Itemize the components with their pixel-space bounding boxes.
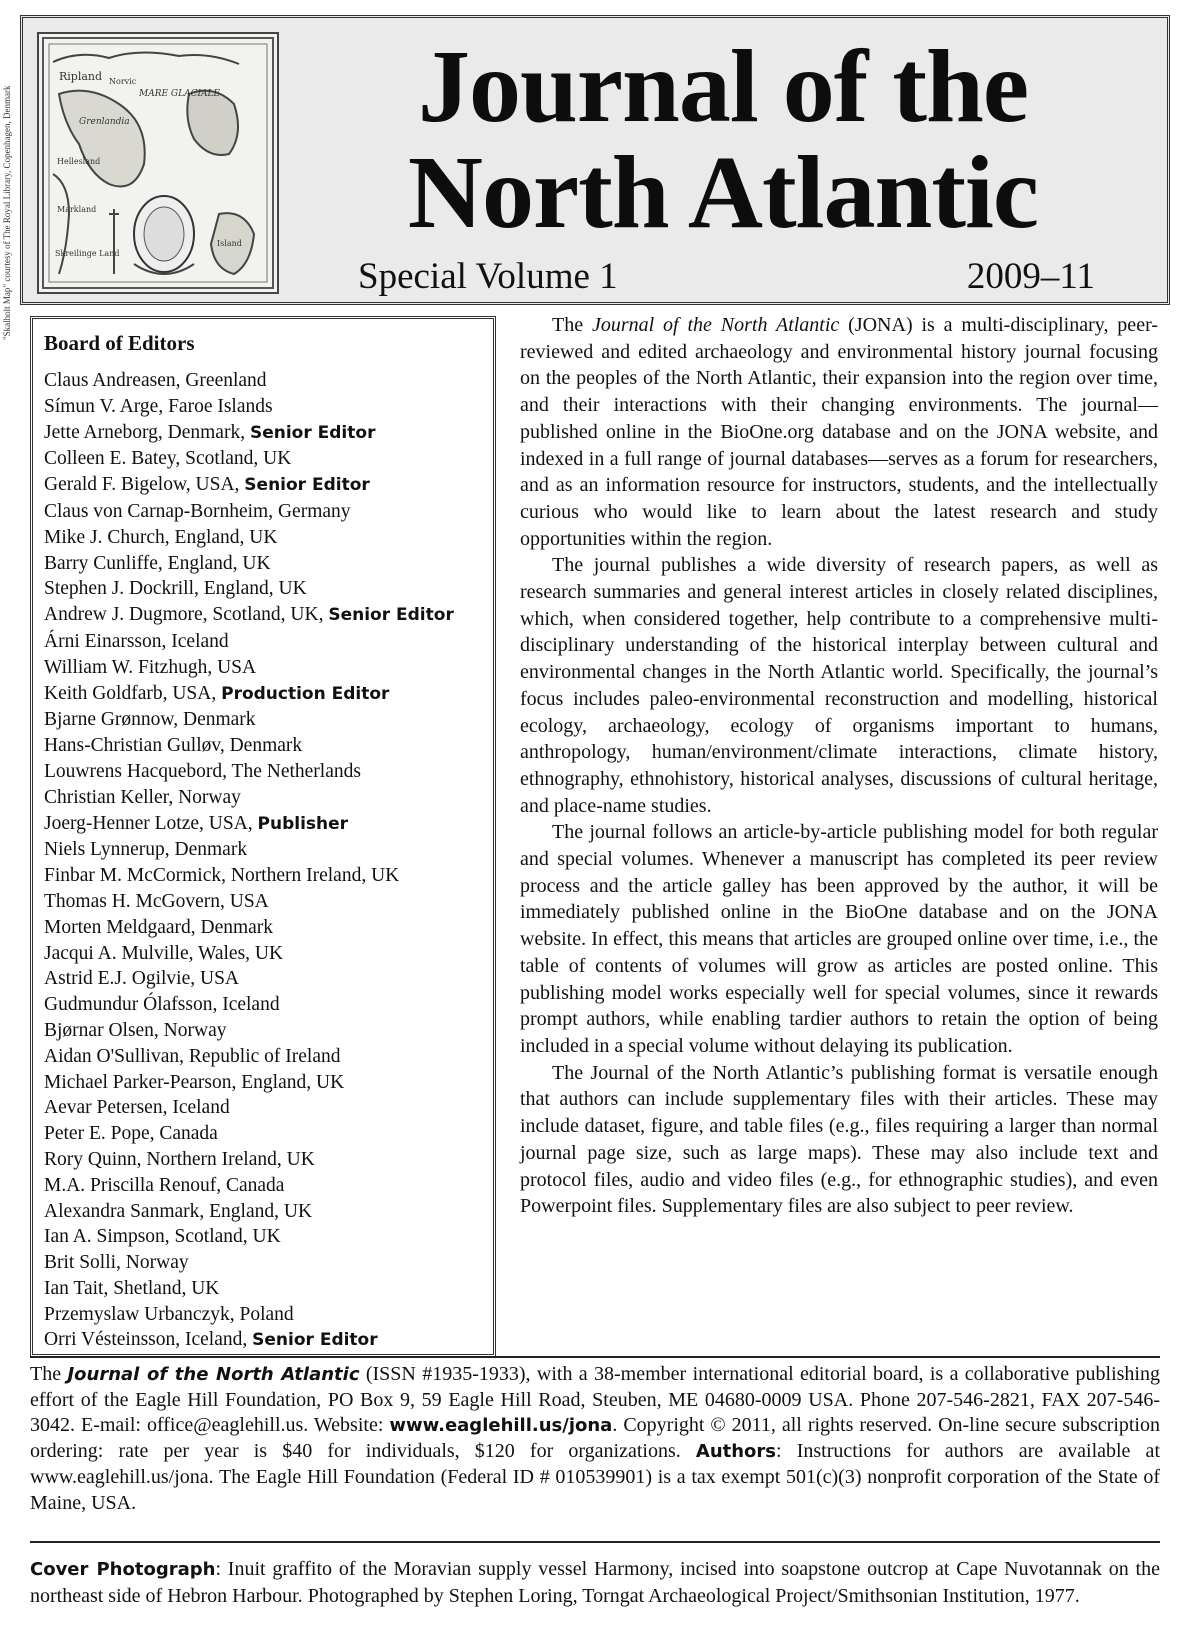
editor-item bbox=[44, 420, 493, 447]
map-label: MARE GLACIALE bbox=[139, 89, 221, 99]
editor-item bbox=[44, 1070, 493, 1096]
editor-name: Andrew J. Dugmore, Scotland, UK, bbox=[44, 604, 329, 626]
map-label: Markland bbox=[57, 205, 97, 214]
editor-name: Stephen J. Dockrill, England, UK bbox=[44, 578, 307, 600]
editor-item bbox=[44, 1018, 493, 1044]
editor-item bbox=[44, 499, 493, 525]
intro-paragraph-3: The journal follows an article-by-article publishing model for both regular and special volumes. Whenever a manuscript has completed its peer review process and the article galley has been approved by the author, it will be immediately published online in the BioOne database and on the JONA website. In effect, this means that articles are grouped online over time, i.e., the table of contents of volumes will grow as articles are posted online. This publishing model works especially well for special volumes, since it rewards prompt authors, while enabling tardier authors to retain the option of being included in a special volume without delaying its publication. bbox=[520, 821, 1158, 1057]
editor-role: Publisher bbox=[257, 813, 349, 834]
authors-label: Authors bbox=[695, 1441, 777, 1463]
board-of-editors bbox=[30, 316, 496, 1357]
editor-name: Jacqui A. Mulville, Wales, UK bbox=[44, 942, 284, 964]
text-run: . Copyright © 2011, all rights reserved. On-line secure subscription ordering: rate per year is $40 for individuals, $120 for organizations. bbox=[30, 1414, 1160, 1463]
volume-year: 2009–11 bbox=[966, 256, 1095, 297]
editor-name: Niels Lynnerup, Denmark bbox=[44, 839, 248, 861]
editor-role: Production Editor bbox=[221, 683, 390, 704]
editor-role: Senior Editor bbox=[328, 605, 454, 626]
editor-role: Senior Editor bbox=[249, 422, 376, 443]
editors-heading: Board of Editors bbox=[44, 331, 195, 355]
editor-name: Brit Solli, Norway bbox=[44, 1252, 189, 1274]
editor-list bbox=[44, 368, 493, 1354]
editor-item bbox=[44, 1147, 493, 1173]
volume-label: Special Volume 1 bbox=[358, 256, 618, 297]
editor-name: Louwrens Hacquebord, The Netherlands bbox=[44, 760, 361, 782]
editor-name: Joerg-Henner Lotze, USA, bbox=[44, 812, 258, 834]
journal-name: Journal of the North Atlantic bbox=[67, 1364, 360, 1385]
editor-name: Orri Vésteinsson, Iceland, bbox=[44, 1329, 253, 1351]
divider bbox=[30, 1541, 1160, 1543]
map-label: Grenlandia bbox=[79, 117, 130, 127]
map-credit: "Skalholt Map" courtesy of The Royal Library, Copenhagen, Denmark bbox=[2, 85, 12, 340]
intro-paragraph-1 bbox=[520, 312, 1158, 552]
editor-item bbox=[44, 576, 493, 602]
map-drawing bbox=[39, 34, 277, 292]
editor-name: Keith Goldfarb, USA, bbox=[44, 682, 222, 704]
editor-item bbox=[44, 889, 493, 915]
editor-item bbox=[44, 1199, 493, 1225]
map-label: Ripland bbox=[59, 70, 103, 83]
intro-paragraph-2: The journal publishes a wide diversity of research papers, as well as research summaries and general interest articles in closely related disciplines, which, when considered together, help contribute to a comprehensive multi-disciplinary understanding of the historical interplay between cultural and environmental changes in the North Atlantic world. Specifically, the journal’s focus includes paleo-environmental reconstruction and modelling, historical ecology, archaeology, ecology of organisms important to humans, anthropology, human/environment/climate interactions, climate history, ethnography, ethnohistory, historical analyses, discussions of cultural heritage, and place-name studies. bbox=[520, 554, 1158, 817]
editor-item bbox=[44, 941, 493, 967]
publication-info bbox=[30, 1362, 1160, 1516]
text-run: The bbox=[552, 314, 592, 336]
editor-item bbox=[44, 1302, 493, 1328]
editor-name: Bjørnar Olsen, Norway bbox=[44, 1019, 227, 1041]
journal-name-italic: Journal of the North Atlantic bbox=[591, 314, 840, 336]
editor-item bbox=[44, 602, 493, 629]
map-label: Skreilinge Land bbox=[55, 249, 120, 258]
editor-name: Símun V. Arge, Faroe Islands bbox=[44, 395, 273, 417]
cover-photo-label: Cover Photograph bbox=[30, 1559, 216, 1580]
editor-name: Jette Arneborg, Denmark, bbox=[44, 421, 250, 443]
editor-item bbox=[44, 992, 493, 1018]
map-label: Hellesland bbox=[57, 157, 101, 166]
editor-name: Astrid E.J. Ogilvie, USA bbox=[44, 968, 239, 990]
editor-name: Thomas H. McGovern, USA bbox=[44, 890, 269, 912]
editor-item bbox=[44, 785, 493, 811]
intro-paragraph-4: The Journal of the North Atlantic’s publishing format is versatile enough that authors can include supplementary files with their articles. These may include dataset, figure, and table files (e.g., files requiring a larger than normal journal page size, such as large maps). These may also include text and protocol files, audio and video files (e.g., for ethnographic studies), and even Powerpoint files. Supplementary files are also subject to peer review. bbox=[520, 1061, 1158, 1218]
text-run: : Inuit graffito of the Moravian supply vessel Harmony, incised into soapstone outcrop at Cape Nuvotannak on the northeast side of Hebron Harbour. Photographed by Stephen Loring, Torngat Archaeological Project/Smithsonian Institution, 1977. bbox=[30, 1558, 1160, 1607]
editor-name: Barry Cunliffe, England, UK bbox=[44, 552, 271, 574]
editor-item bbox=[44, 629, 493, 655]
editor-name: William W. Fitzhugh, USA bbox=[44, 656, 257, 678]
divider bbox=[30, 1356, 1160, 1358]
editor-name: Gudmundur Ólafsson, Iceland bbox=[44, 994, 280, 1016]
editor-item bbox=[44, 1327, 493, 1354]
editor-name: Aevar Petersen, Iceland bbox=[44, 1097, 230, 1119]
editor-item bbox=[44, 1095, 493, 1121]
editor-item bbox=[44, 1044, 493, 1070]
editor-name: Aidan O'Sullivan, Republic of Ireland bbox=[44, 1045, 341, 1067]
editor-name: Alexandra Sanmark, England, UK bbox=[44, 1200, 313, 1222]
editor-item bbox=[44, 1276, 493, 1302]
editor-item bbox=[44, 472, 493, 499]
editor-item bbox=[44, 681, 493, 708]
editor-item bbox=[44, 966, 493, 992]
editor-name: Árni Einarsson, Iceland bbox=[44, 630, 229, 652]
editor-item bbox=[44, 1224, 493, 1250]
editor-item bbox=[44, 446, 493, 472]
editor-name: Peter E. Pope, Canada bbox=[44, 1123, 218, 1145]
editor-item bbox=[44, 655, 493, 681]
cover-photo-caption bbox=[30, 1556, 1160, 1609]
editor-item bbox=[44, 394, 493, 420]
editor-name: M.A. Priscilla Renouf, Canada bbox=[44, 1174, 285, 1196]
editor-role: Senior Editor bbox=[244, 475, 370, 496]
editor-name: Michael Parker-Pearson, England, UK bbox=[44, 1071, 345, 1093]
editor-name: Ian A. Simpson, Scotland, UK bbox=[44, 1226, 281, 1248]
intro-column bbox=[520, 312, 1158, 1220]
text-run: : Instructions for authors are available at www.eaglehill.us/jona. The Eagle Hill Foundation (Federal ID # 010539901) is a tax exempt 501(c)(3) nonprofit corporation of the State of Maine, USA. bbox=[30, 1440, 1160, 1514]
editor-item bbox=[44, 733, 493, 759]
editor-name: Bjarne Grønnow, Denmark bbox=[44, 709, 256, 731]
editor-name: Claus von Carnap-Bornheim, Germany bbox=[44, 500, 351, 522]
editor-name: Przemyslaw Urbanczyk, Poland bbox=[44, 1303, 294, 1325]
editor-name: Hans-Christian Gulløv, Denmark bbox=[44, 735, 303, 757]
editor-item bbox=[44, 1250, 493, 1276]
title-line-2: North Atlantic bbox=[407, 135, 1039, 250]
journal-title bbox=[323, 29, 1123, 250]
editor-item bbox=[44, 707, 493, 733]
masthead bbox=[20, 15, 1170, 305]
editor-item bbox=[44, 759, 493, 785]
editor-item bbox=[44, 811, 493, 838]
text-run: The bbox=[30, 1363, 68, 1385]
editor-name: Colleen E. Batey, Scotland, UK bbox=[44, 448, 292, 470]
map-label: Island bbox=[217, 239, 242, 248]
editor-name: Finbar M. McCormick, Northern Ireland, UK bbox=[44, 865, 400, 887]
editor-name: Morten Meldgaard, Denmark bbox=[44, 916, 274, 938]
editor-name: Gerald F. Bigelow, USA, bbox=[44, 474, 245, 496]
editor-name: Mike J. Church, England, UK bbox=[44, 526, 278, 548]
editor-role: Senior Editor bbox=[252, 1330, 378, 1351]
title-line-1: Journal of the bbox=[418, 29, 1028, 144]
text-run: (ISSN #1935-1933), with a 38-member international editorial board, is a collaborative publishing effort of the Eagle Hill Foundation, PO Box 9, 59 Eagle Hill Road, Steuben, ME 04680-0009 USA. Phone 207-546-2821, FAX 207-546-3042. E-mail: office@eaglehill.us. Website: bbox=[30, 1363, 1160, 1437]
editor-item bbox=[44, 525, 493, 551]
editor-item bbox=[44, 837, 493, 863]
editor-item bbox=[44, 1173, 493, 1199]
editor-item bbox=[44, 915, 493, 941]
editor-item bbox=[44, 368, 493, 394]
editor-item bbox=[44, 551, 493, 577]
editor-name: Christian Keller, Norway bbox=[44, 786, 241, 808]
map-label: Norvic bbox=[109, 77, 137, 86]
editor-name: Rory Quinn, Northern Ireland, UK bbox=[44, 1148, 315, 1170]
editor-name: Claus Andreasen, Greenland bbox=[44, 370, 267, 391]
text-run: (JONA) is a multi-disciplinary, peer-reviewed and edited archaeology and environmental history journal focusing on the peoples of the North Atlantic, their expansion into the region over time, and their interactions with their changing environments. The journal—published online in the BioOne.org database and on the JONA website, and indexed in a full range of journal databases—serves as a forum for researchers, and as an information resource for instructors, students, and the intellectually curious who would like to learn about the latest research and study opportunities within the region. bbox=[520, 314, 1158, 550]
editor-name: Ian Tait, Shetland, UK bbox=[44, 1277, 220, 1299]
skalholt-map-image bbox=[37, 32, 279, 294]
editor-item bbox=[44, 863, 493, 889]
website-link[interactable]: www.eaglehill.us/jona bbox=[389, 1415, 613, 1437]
editor-item bbox=[44, 1121, 493, 1147]
